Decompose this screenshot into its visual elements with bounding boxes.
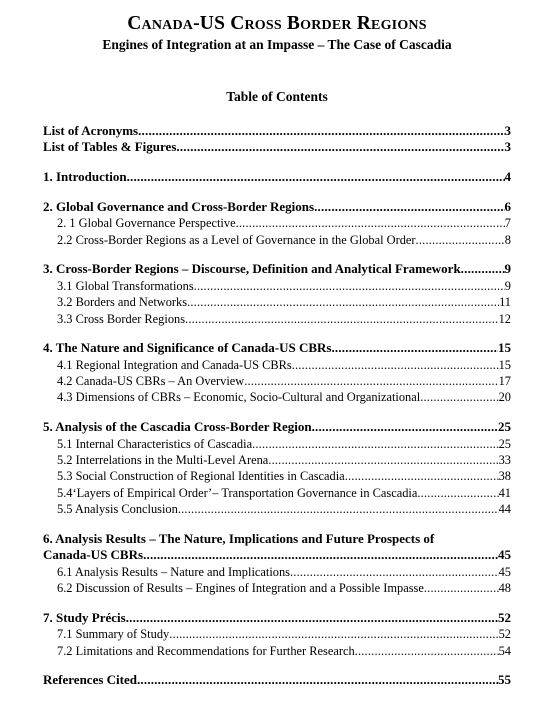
toc-entry-tables-figures bbox=[43, 139, 511, 155]
toc-page: 9 bbox=[504, 261, 511, 277]
toc-entry-section-5 bbox=[43, 419, 511, 435]
toc-entry-section-5-4 bbox=[43, 485, 511, 501]
toc-label: 4.2 Canada-US CBRs – An Overview bbox=[57, 374, 245, 389]
toc-label: 3.1 Global Transformations bbox=[57, 278, 194, 293]
toc-entry-section-6-2 bbox=[43, 580, 511, 596]
toc-page: 3 bbox=[504, 123, 511, 138]
toc-label: 3. Cross-Border Regions – Discourse, Definition and Analytical Framework bbox=[43, 261, 461, 277]
toc-label: 2. 1 Global Governance Perspective bbox=[57, 216, 236, 231]
toc-entry-section-6 bbox=[43, 547, 511, 563]
toc-label: 7.1 Summary of Study bbox=[57, 627, 170, 642]
toc-entry-section-1 bbox=[43, 169, 511, 185]
toc-page: 52 bbox=[498, 609, 511, 625]
toc-page: 55 bbox=[498, 672, 511, 688]
toc-label: 1. Introduction bbox=[43, 169, 127, 185]
toc-entry-section-2-2 bbox=[43, 232, 511, 248]
toc-label: 6. Analysis Results – The Nature, Implications and Future Prospects of bbox=[43, 530, 435, 546]
toc-label: 5.3 Social Construction of Regional Identities in Cascadia bbox=[57, 469, 345, 484]
toc-page: 38 bbox=[498, 469, 511, 484]
toc-label: 6.1 Analysis Results – Nature and Implications bbox=[57, 564, 290, 579]
toc-page: 11 bbox=[499, 295, 511, 310]
toc-entry-section-7 bbox=[43, 610, 511, 626]
toc-entry-section-3 bbox=[43, 261, 511, 277]
toc-heading: Table of Contents bbox=[226, 89, 328, 104]
toc-entry-section-4 bbox=[43, 340, 511, 356]
toc-page: 15 bbox=[498, 357, 511, 372]
table-of-contents bbox=[43, 123, 511, 689]
toc-page: 25 bbox=[498, 436, 511, 451]
toc-page: 4 bbox=[504, 169, 511, 185]
toc-entry-section-5-3 bbox=[43, 468, 511, 484]
toc-page: 45 bbox=[498, 564, 511, 579]
toc-label: Canada-US CBRs bbox=[43, 547, 144, 563]
toc-label: 2.2 Cross-Border Regions as a Level of Governance in the Global Order bbox=[57, 232, 416, 247]
toc-page: 54 bbox=[498, 643, 511, 658]
toc-entry-section-4-2 bbox=[43, 373, 511, 389]
toc-label: 7.2 Limitations and Recommendations for Further Research bbox=[57, 643, 355, 658]
toc-entry-section-5-2 bbox=[43, 452, 511, 468]
toc-page: 45 bbox=[498, 547, 511, 563]
toc-page: 7 bbox=[504, 216, 511, 231]
toc-label: 3.3 Cross Border Regions bbox=[57, 311, 186, 326]
toc-label: 5.5 Analysis Conclusion bbox=[57, 502, 178, 517]
toc-label: List of Tables & Figures bbox=[43, 139, 177, 155]
toc-entry-section-5-1 bbox=[43, 436, 511, 452]
toc-entry-section-7-1 bbox=[43, 626, 511, 642]
toc-page: 52 bbox=[498, 627, 511, 642]
toc-entry-section-6-line1 bbox=[43, 531, 511, 547]
toc-label: 2. Global Governance and Cross-Border Regions bbox=[43, 198, 315, 214]
toc-label: References Cited bbox=[43, 672, 137, 688]
toc-label: 5. Analysis of the Cascadia Cross-Border Region bbox=[43, 419, 312, 435]
toc-label: 5.4‘Layers of Empirical Order’– Transportation Governance in Cascadia bbox=[57, 485, 418, 500]
toc-label: 7. Study Précis bbox=[43, 609, 126, 625]
toc-page: 41 bbox=[498, 485, 511, 500]
toc-entry-section-3-2 bbox=[43, 294, 511, 310]
toc-entry-section-5-5 bbox=[43, 501, 511, 517]
toc-entry-references bbox=[43, 672, 511, 688]
toc-entry-section-2-1 bbox=[43, 215, 511, 231]
toc-label: 5.1 Internal Characteristics of Cascadia bbox=[57, 436, 253, 451]
toc-page: 9 bbox=[504, 278, 511, 293]
toc-label: List of Acronyms bbox=[43, 123, 139, 138]
toc-entry-section-3-1 bbox=[43, 278, 511, 294]
toc-entry-section-6-1 bbox=[43, 564, 511, 580]
toc-page: 17 bbox=[498, 374, 511, 389]
toc-page: 20 bbox=[498, 390, 511, 405]
toc-entry-acronyms bbox=[43, 123, 511, 139]
toc-entry-section-4-3 bbox=[43, 389, 511, 405]
toc-page: 48 bbox=[498, 581, 511, 596]
toc-entry-section-3-3 bbox=[43, 311, 511, 327]
toc-page: 8 bbox=[504, 232, 511, 247]
toc-label: 3.2 Borders and Networks bbox=[57, 295, 188, 310]
toc-label: 5.2 Interrelations in the Multi-Level Arena bbox=[57, 452, 269, 467]
toc-page: 33 bbox=[498, 452, 511, 467]
toc-label: 6.2 Discussion of Results – Engines of Integration and a Possible Impasse bbox=[57, 581, 424, 596]
toc-page: 44 bbox=[498, 502, 511, 517]
toc-page: 6 bbox=[504, 198, 511, 214]
toc-entry-section-7-2 bbox=[43, 643, 511, 659]
toc-label: 4.1 Regional Integration and Canada-US CBRs bbox=[57, 357, 292, 372]
toc-page: 3 bbox=[504, 139, 511, 155]
document-title: Canada-US Cross Border Regions bbox=[127, 13, 427, 34]
toc-label: 4. The Nature and Significance of Canada-US CBRs bbox=[43, 340, 332, 356]
toc-entry-section-4-1 bbox=[43, 357, 511, 373]
document-subtitle: Engines of Integration at an Impasse – The Case of Cascadia bbox=[102, 37, 452, 52]
toc-page: 15 bbox=[498, 340, 511, 356]
toc-label: 4.3 Dimensions of CBRs – Economic, Socio-Cultural and Organizational bbox=[57, 390, 421, 405]
toc-entry-section-2 bbox=[43, 199, 511, 215]
toc-page: 25 bbox=[498, 419, 511, 435]
toc-page: 12 bbox=[498, 311, 511, 326]
